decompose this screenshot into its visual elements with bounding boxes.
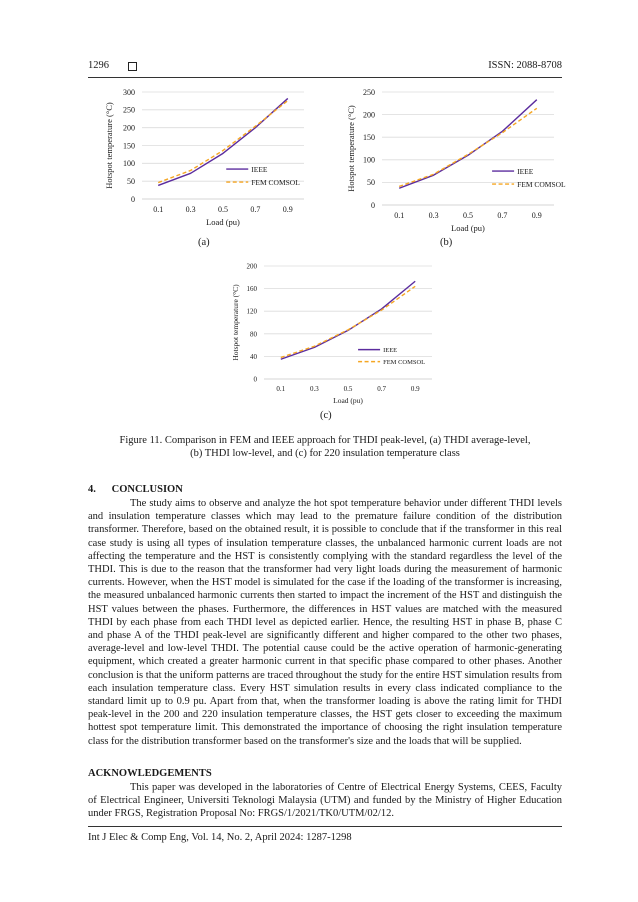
chart-c-y-tick-label: 40 (250, 352, 257, 361)
chart-c-x-tick-label: 0.1 (276, 385, 286, 393)
chart-c-x-tick-label: 0.9 (410, 385, 420, 393)
chart-b (344, 84, 566, 234)
chart-a-legend-label: IEEE (251, 164, 268, 174)
chart-c-y-tick-label: 120 (246, 307, 257, 316)
square-icon (128, 62, 137, 71)
conclusion-heading: 4. CONCLUSION (88, 484, 183, 495)
chart-a-y-tick-label: 100 (123, 159, 135, 169)
chart-c-svg (232, 258, 432, 408)
chart-b-y-tick-label: 100 (363, 155, 375, 165)
subfigure-label-c: (c) (320, 410, 332, 421)
issn: ISSN: 2088-8708 (488, 60, 562, 71)
header-rule (88, 77, 562, 78)
acknowledgements-text: This paper was developed in the laboratories of Centre of Electrical Energy Systems, CEES, Faculty of Electrical Engineer, Universiti Teknologi Malaysia (UTM) and funded by the Ministry of Higher Education under FRGS, Registration Proposal No: FRGS/1/2021/TK0/UTM/02/12. (88, 782, 562, 820)
chart-a-legend-label: FEM COMSOL (251, 177, 300, 187)
chart-b-x-axis-label: Load (pu) (451, 223, 485, 233)
chart-c-legend-label: IEEE (383, 347, 398, 355)
figure-caption (88, 434, 562, 460)
chart-c-y-tick-label: 0 (253, 375, 257, 384)
chart-a (104, 84, 304, 234)
chart-c-y-axis-label: Hotspot temperature (°C) (231, 284, 240, 361)
chart-c (232, 258, 432, 408)
chart-c-x-axis-label: Load (pu) (333, 396, 363, 405)
chart-a-y-axis-label: Hotspot temperature (°C) (104, 102, 114, 189)
chart-b-y-tick-label: 0 (371, 200, 375, 210)
chart-b-legend-label: FEM COMSOL (517, 179, 566, 189)
footer-rule (88, 826, 562, 827)
figure-caption-line2: (b) THDI low-level, and (c) for 220 insulation temperature class (190, 448, 460, 459)
chart-a-y-tick-label: 250 (123, 105, 135, 115)
chart-b-y-tick-label: 200 (363, 110, 375, 120)
chart-b-legend-label: IEEE (517, 166, 534, 176)
chart-c-x-tick-label: 0.7 (377, 385, 386, 393)
chart-a-y-tick-label: 0 (131, 194, 135, 204)
chart-a-y-tick-label: 50 (127, 176, 135, 186)
chart-b-y-axis-label: Hotspot temperature (°C) (346, 105, 356, 192)
chart-c-legend-label: FEM COMSOL (383, 359, 426, 367)
chart-a-x-axis-label: Load (pu) (206, 217, 240, 227)
chart-a-x-tick-label: 0.1 (153, 205, 164, 214)
chart-a-svg (104, 84, 304, 234)
chart-b-x-tick-label: 0.5 (463, 211, 473, 220)
chart-b-svg (344, 84, 566, 234)
acknowledgements-heading: ACKNOWLEDGEMENTS (88, 768, 212, 779)
figure-caption-line1: Figure 11. Comparison in FEM and IEEE approach for THDI peak-level, (a) THDI average-level, (119, 435, 531, 446)
chart-a-x-tick-label: 0.5 (218, 205, 228, 214)
chart-a-series-ieee (158, 98, 288, 185)
chart-a-x-tick-label: 0.3 (185, 205, 196, 214)
subfigure-label-b: (b) (440, 237, 453, 248)
chart-a-series-fem-comsol (158, 101, 288, 183)
chart-a-y-tick-label: 200 (123, 123, 135, 133)
footer-citation: Int J Elec & Comp Eng, Vol. 14, No. 2, April 2024: 1287-1298 (88, 832, 352, 843)
chart-b-x-tick-label: 0.9 (531, 211, 542, 220)
chart-a-x-tick-label: 0.7 (250, 205, 261, 214)
chart-c-y-tick-label: 200 (246, 262, 257, 271)
chart-c-x-tick-label: 0.5 (343, 385, 353, 393)
chart-a-y-tick-label: 150 (123, 141, 135, 151)
chart-a-y-tick-label: 300 (123, 87, 135, 97)
conclusion-text: The study aims to observe and analyze the hot spot temperature behavior under different THDI levels and insulation temperature classes which may lead to the premature failure condition of the distribution transformer. Therefore, based on the obtained result, it is possible to conclude that if the transformer in this real case study is using all types of insulation temperature classes, the unbalanced harmonic current loads are not affecting the temperature and the HST is consistently complying with the standard regardless the level of the THDI. This is due to the reason that the transformer had very light loads during the measurement of harmonic currents. However, when the HST model is simulated for the case if the loading of the transformer is increasing, the measured unbalanced harmonic currents then started to impact the increment of the HST and distinguish the HST values between the phases. Furthermore, the differences in HST values are matched with the measured THDI by each phase from each THDI level as depicted earlier. Hence, the resulting HST in phase B, phase C and phase A of the THDI peak-level are significantly different and higher compared to the other two phases, average-level and low-level THDI. The potential cause could be the active operation of harmonic-generating equipment, which created a greater harmonic current in that specific phase compared to other phases. Another conclusion is that the uniform patterns are traced throughout the study for the entire HST simulation results from each insulation temperature class. Every HST simulation results in every class indicated compliance to the standard limit up to 0.9 pu. Apart from that, when the transformer loading is above the rating limit for THDI peak-level in the 200 and 220 insulation temperature classes, the HST gets closer to exceeding the maximum hottest spot temperature limit. This demonstrated the importance of choosing the right insulation temperature class for the distribution transformer based on the transformer's size and the loads that will be supplied. (88, 498, 562, 747)
chart-b-y-tick-label: 250 (363, 87, 375, 97)
chart-c-y-tick-label: 160 (246, 285, 257, 294)
chart-c-x-tick-label: 0.3 (310, 385, 319, 393)
chart-a-x-tick-label: 0.9 (282, 205, 293, 214)
chart-b-x-tick-label: 0.7 (497, 211, 508, 220)
page-header (88, 60, 562, 74)
chart-b-x-tick-label: 0.3 (428, 211, 439, 220)
chart-c-y-tick-label: 80 (250, 330, 257, 339)
page-number: 1296 (88, 60, 109, 71)
chart-b-y-tick-label: 50 (367, 178, 375, 188)
chart-b-x-tick-label: 0.1 (394, 211, 405, 220)
chart-b-y-tick-label: 150 (363, 133, 375, 142)
subfigure-label-a: (a) (198, 237, 210, 248)
